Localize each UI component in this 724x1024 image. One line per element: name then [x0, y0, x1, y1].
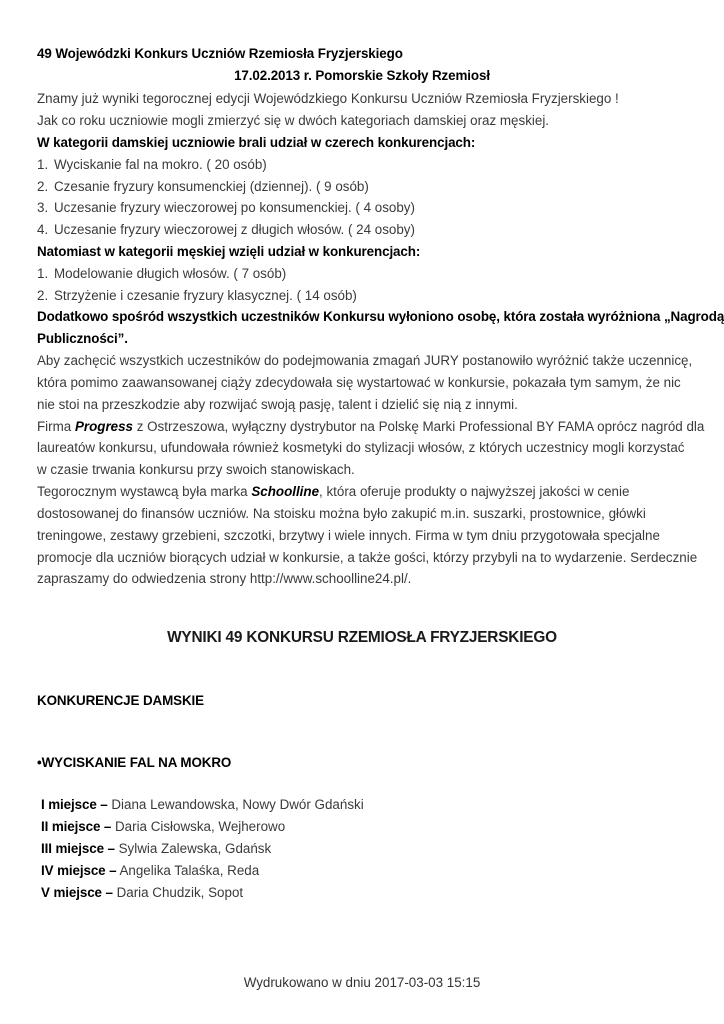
winner-name: Daria Chudzik, Sopot [112, 885, 244, 900]
schoolline-brand: Schoolline [251, 484, 320, 499]
schoolline-prefix: Tegorocznym wystawcą była marka [37, 484, 252, 499]
schoolline-text: , która oferuje produkty o najwyższej jakości w cenie [319, 484, 630, 499]
jury-line-1: Aby zachęcić wszystkich uczestników do podejmowania zmagań JURY postanowiło wyróżnić także uczennicę, [37, 353, 693, 368]
results-category: KONKURENCJE DAMSKIE [37, 693, 204, 708]
mens-item-1 [37, 266, 286, 282]
womens-heading: W kategorii damskiej uczniowie brali udział w czerech konkurencjach: [37, 135, 476, 150]
progress-prefix: Firma [37, 419, 75, 434]
progress-line-3: w czasie trwania konkursu przy swoich stanowiskach. [37, 462, 355, 477]
list-text: Modelowanie długich włosów. ( 7 osób) [54, 266, 287, 281]
place-label: I miejsce – [41, 797, 108, 812]
winner-name: Angelika Talaśka, Reda [116, 863, 260, 878]
womens-item-4 [37, 222, 415, 238]
list-text: Wyciskanie fal na mokro. ( 20 osób) [54, 157, 267, 172]
schoolline-line-3: treningowe, zestawy grzebieni, szczotki, brzytwy i wiele innych. Firma w tym dniu przygotowała specjalne [37, 528, 660, 543]
womens-item-1 [37, 157, 267, 173]
list-text: Strzyżenie i czesanie fryzury klasycznej. ( 14 osób) [54, 288, 357, 303]
result-row [41, 863, 259, 879]
jury-line-3: nie stoi na przeszkodzie aby rozwijać swoją pasję, talent i dzielić się nią z innymi. [37, 397, 518, 412]
schoolline-line-5: zapraszamy do odwiedzenia strony http://www.schoolline24.pl/. [37, 571, 412, 586]
mens-item-2 [37, 288, 357, 304]
list-number: 1. [37, 266, 49, 281]
results-title: WYNIKI 49 KONKURSU RZEMIOSŁA FRYZJERSKIEGO [167, 629, 557, 646]
mens-heading: Natomiast w kategorii męskiej wzięli udział w konkurencjach: [37, 244, 421, 259]
result-row [41, 841, 271, 857]
progress-brand: Progress [74, 419, 133, 434]
list-text: Uczesanie fryzury wieczorowej po konsumenckiej. ( 4 osoby) [54, 200, 415, 215]
progress-line-1 [37, 419, 704, 435]
result-row [41, 885, 243, 901]
intro-line-1: Znamy już wyniki tegorocznej edycji Wojewódzkiego Konkursu Uczniów Rzemiosła Fryzjerskiego ! [37, 91, 619, 106]
schoolline-line-4: promocje dla uczniów biorących udział w konkursie, a także gości, którzy przybyli na to wydarzenie. Serdecznie [37, 550, 698, 565]
list-number: 2. [37, 288, 49, 303]
intro-line-2: Jak co roku uczniowie mogli zmierzyć się w dwóch kategoriach damskiej oraz męskiej. [37, 113, 550, 128]
place-label: V miejsce – [41, 885, 113, 900]
award-line-2: Publiczności”. [37, 331, 128, 346]
print-footer: Wydrukowano w dniu 2017-03-03 15:15 [243, 975, 481, 990]
document-title: 49 Wojewódzki Konkurs Uczniów Rzemiosła Fryzjerskiego [37, 46, 403, 61]
winner-name: Sylwia Zalewska, Gdańsk [114, 841, 272, 856]
place-label: II miejsce – [41, 819, 112, 834]
winner-name: Diana Lewandowska, Nowy Dwór Gdański [107, 797, 364, 812]
award-line-1: Dodatkowo spośród wszystkich uczestników Konkursu wyłoniono osobę, która została wyróżniona „Nagrodą [37, 309, 724, 324]
result-row [41, 797, 364, 813]
womens-item-3 [37, 200, 415, 216]
result-row [41, 819, 285, 835]
schoolline-line-2: dostosowanej do finansów uczniów. Na stoisku można było zakupić m.in. suszarki, prostownice, główki [37, 506, 646, 521]
competition-heading: •WYCISKANIE FAL NA MOKRO [37, 755, 232, 770]
progress-text: z Ostrzeszowa, wyłączny dystrybutor na Polskę Marki Professional BY FAMA oprócz nagród dla [133, 419, 705, 434]
list-number: 1. [37, 157, 49, 172]
document-subtitle: 17.02.2013 r. Pomorskie Szkoły Rzemiosł [234, 68, 490, 83]
list-number: 4. [37, 222, 49, 237]
place-label: IV miejsce – [41, 863, 117, 878]
list-text: Czesanie fryzury konsumenckiej (dziennej). ( 9 osób) [54, 179, 369, 194]
list-text: Uczesanie fryzury wieczorowej z długich włosów. ( 24 osoby) [54, 222, 415, 237]
jury-line-2: która pomimo zaawansowanej ciąży zdecydowała się wystartować w konkursie, pokazała tym samym, że nic [37, 375, 681, 390]
list-number: 3. [37, 200, 49, 215]
schoolline-line-1 [37, 484, 629, 500]
womens-item-2 [37, 179, 369, 195]
place-label: III miejsce – [41, 841, 115, 856]
winner-name: Daria Cisłowska, Wejherowo [111, 819, 286, 834]
list-number: 2. [37, 179, 49, 194]
progress-line-2: laureatów konkursu, ufundowała również kosmetyki do stylizacji włosów, z których uczestnicy mogli korzystać [37, 440, 685, 455]
